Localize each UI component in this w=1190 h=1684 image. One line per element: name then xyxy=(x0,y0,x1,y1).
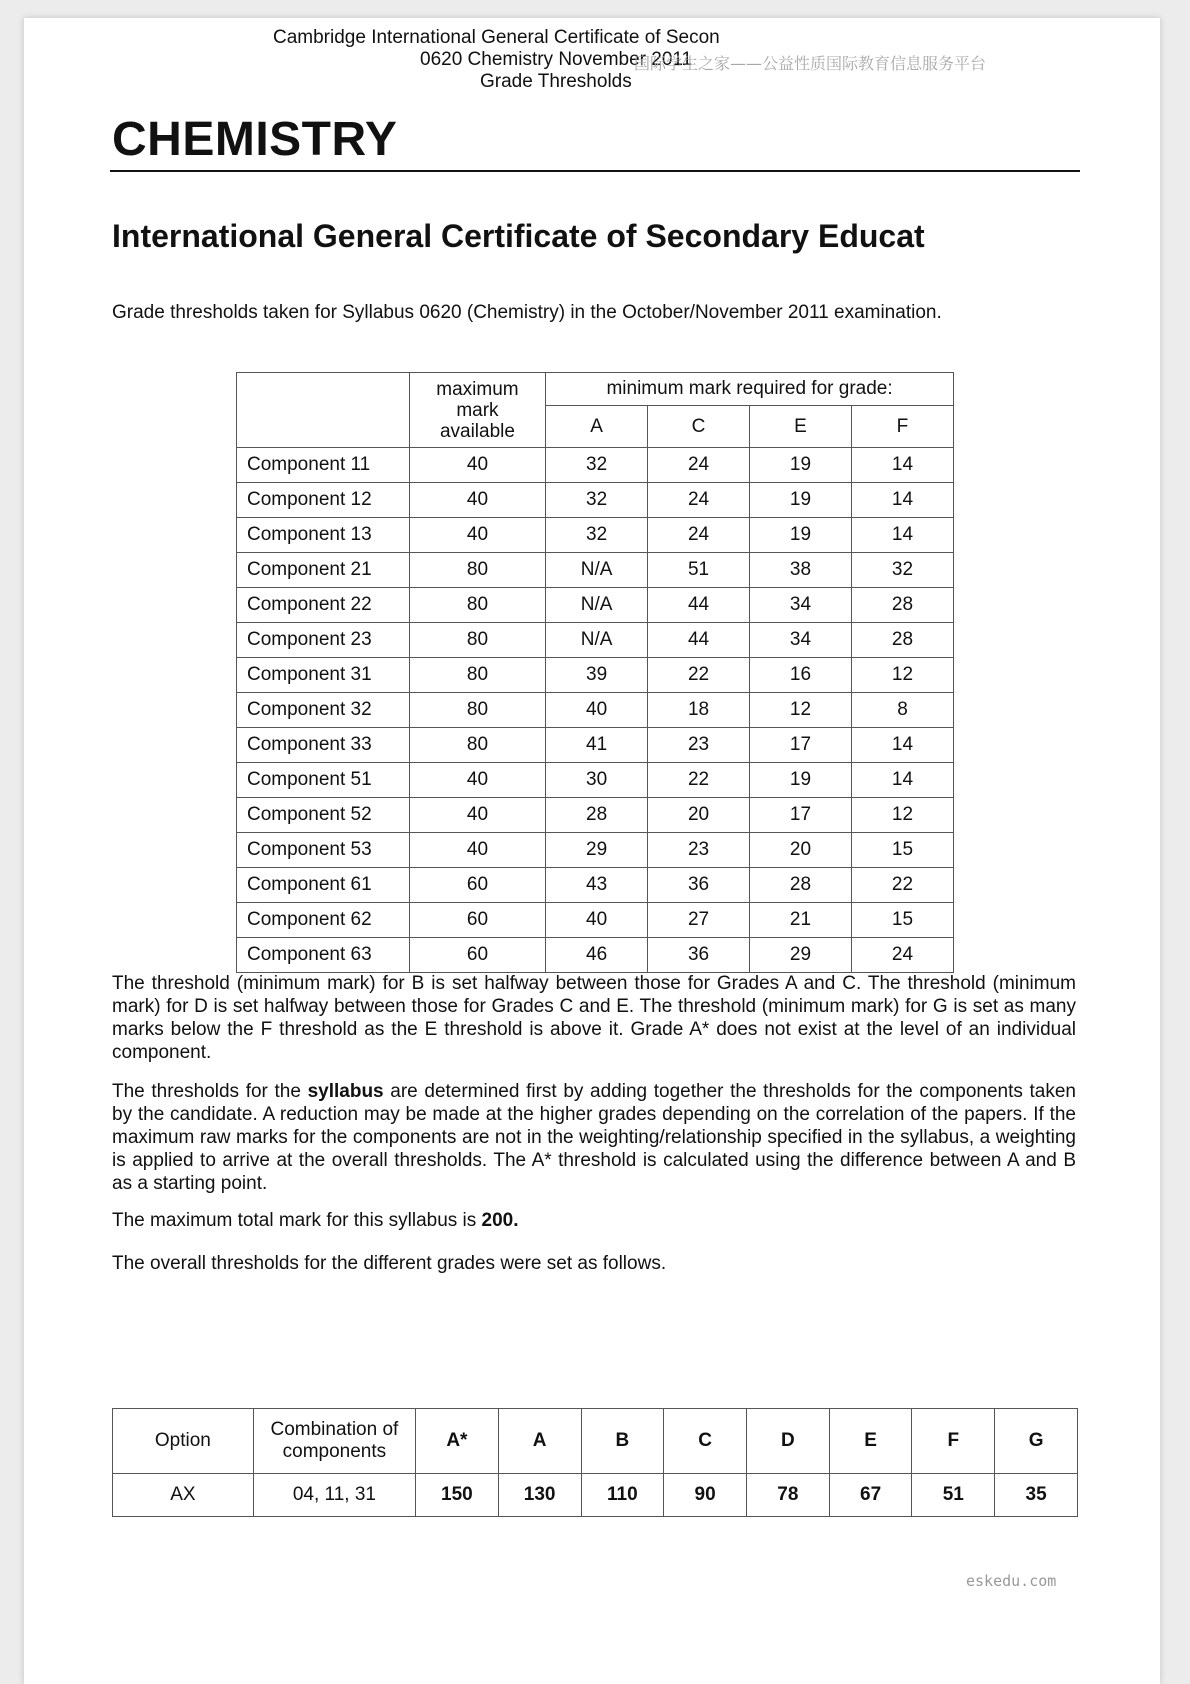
max-mark-cell: 80 xyxy=(409,588,545,623)
header-line-3: Grade Thresholds xyxy=(480,71,632,92)
grade-c-cell: 44 xyxy=(648,588,750,623)
grade-f-cell: 28 xyxy=(851,623,953,658)
grade-c-cell: 23 xyxy=(648,833,750,868)
grade-c-cell: 22 xyxy=(648,658,750,693)
overall-grade-header: C xyxy=(664,1409,747,1474)
grade-e-cell: 38 xyxy=(750,553,852,588)
paragraph-syllabus-thresholds: The thresholds for the syllabus are determined first by adding together the thresholds for the components taken by the candidate. A reduction may be made at the higher grades depending on the correlation of the papers. If the maximum raw marks for the components are not in the weighting/relationship specified in the syllabus, a weighting is applied to arrive at the overall thresholds. The A* threshold is calculated using the difference between A and B as a starting point. xyxy=(112,1081,1076,1194)
combination-header: Combination of components xyxy=(253,1409,415,1474)
overall-grade-header: A xyxy=(498,1409,581,1474)
table-row xyxy=(237,658,954,693)
max-mark-cell: 40 xyxy=(409,483,545,518)
grade-f-cell: 15 xyxy=(851,833,953,868)
grade-f-cell: 14 xyxy=(851,483,953,518)
table-row xyxy=(237,833,954,868)
grade-f-cell: 22 xyxy=(851,868,953,903)
grade-a-cell: N/A xyxy=(546,553,648,588)
grade-c-cell: 20 xyxy=(648,798,750,833)
grade-a-cell: 40 xyxy=(546,693,648,728)
grade-e-cell: 34 xyxy=(750,623,852,658)
paragraph-max-total: The maximum total mark for this syllabus is 200. xyxy=(112,1210,519,1231)
grade-c-cell: 36 xyxy=(648,938,750,973)
table-row xyxy=(237,448,954,483)
grade-c-cell: 24 xyxy=(648,518,750,553)
overall-grade-value: 110 xyxy=(581,1474,664,1517)
grade-f-cell: 28 xyxy=(851,588,953,623)
grade-e-cell: 17 xyxy=(750,798,852,833)
intro-text: Grade thresholds taken for Syllabus 0620 (Chemistry) in the October/November 2011 examination. xyxy=(112,302,942,323)
table-row xyxy=(237,693,954,728)
table-row xyxy=(237,518,954,553)
paragraph-overall-intro: The overall thresholds for the different grades were set as follows. xyxy=(112,1253,667,1274)
component-name-cell: Component 51 xyxy=(237,763,410,798)
grade-e-cell: 19 xyxy=(750,518,852,553)
component-name-cell: Component 62 xyxy=(237,903,410,938)
grade-f-cell: 15 xyxy=(851,903,953,938)
grade-a-cell: 41 xyxy=(546,728,648,763)
component-name-cell: Component 13 xyxy=(237,518,410,553)
grade-f-cell: 12 xyxy=(851,658,953,693)
grade-a-cell: 32 xyxy=(546,518,648,553)
page-title: CHEMISTRY xyxy=(112,113,398,166)
overall-grade-value: 150 xyxy=(416,1474,499,1517)
grade-header-c: C xyxy=(648,406,750,448)
paragraph-thresholds-explanation: The threshold (minimum mark) for B is set halfway between those for Grades A and C. The threshold (minimum mark) for D is set halfway between those for Grades C and E. The threshold (minimum mark) for G is set as many marks below the F threshold as the E threshold is above it. Grade A* does not exist at the level of an individual component. xyxy=(112,973,1076,1063)
component-name-cell: Component 11 xyxy=(237,448,410,483)
component-name-cell: Component 52 xyxy=(237,798,410,833)
overall-grade-value: 90 xyxy=(664,1474,747,1517)
grade-c-cell: 24 xyxy=(648,483,750,518)
grade-c-cell: 36 xyxy=(648,868,750,903)
table-row xyxy=(237,553,954,588)
grade-a-cell: 30 xyxy=(546,763,648,798)
grade-e-cell: 34 xyxy=(750,588,852,623)
component-name-cell: Component 63 xyxy=(237,938,410,973)
grade-f-cell: 24 xyxy=(851,938,953,973)
grade-c-cell: 51 xyxy=(648,553,750,588)
overall-grade-header: E xyxy=(829,1409,912,1474)
component-name-cell: Component 61 xyxy=(237,868,410,903)
component-name-cell: Component 21 xyxy=(237,553,410,588)
grade-e-cell: 28 xyxy=(750,868,852,903)
grade-e-cell: 20 xyxy=(750,833,852,868)
max-mark-cell: 40 xyxy=(409,518,545,553)
corner-cell xyxy=(237,373,410,448)
max-mark-cell: 60 xyxy=(409,903,545,938)
grade-e-cell: 21 xyxy=(750,903,852,938)
grade-e-cell: 19 xyxy=(750,448,852,483)
option-header: Option xyxy=(113,1409,254,1474)
grade-c-cell: 24 xyxy=(648,448,750,483)
table-row xyxy=(237,798,954,833)
grade-a-cell: N/A xyxy=(546,588,648,623)
grade-c-cell: 27 xyxy=(648,903,750,938)
overall-grade-value: 67 xyxy=(829,1474,912,1517)
max-mark-cell: 40 xyxy=(409,833,545,868)
grade-a-cell: 32 xyxy=(546,483,648,518)
grade-f-cell: 14 xyxy=(851,728,953,763)
watermark: 国际学生之家——公益性质国际教育信息服务平台 xyxy=(634,54,987,73)
table-row xyxy=(237,483,954,518)
table-row xyxy=(237,763,954,798)
max-mark-cell: 80 xyxy=(409,658,545,693)
overall-grade-header: D xyxy=(746,1409,829,1474)
grade-a-cell: N/A xyxy=(546,623,648,658)
grade-header-a: A xyxy=(546,406,648,448)
grade-header-f: F xyxy=(851,406,953,448)
max-mark-cell: 60 xyxy=(409,938,545,973)
option-cell: AX xyxy=(113,1474,254,1517)
grade-a-cell: 32 xyxy=(546,448,648,483)
grade-a-cell: 46 xyxy=(546,938,648,973)
component-name-cell: Component 23 xyxy=(237,623,410,658)
component-name-cell: Component 12 xyxy=(237,483,410,518)
grade-e-cell: 17 xyxy=(750,728,852,763)
grade-e-cell: 19 xyxy=(750,763,852,798)
overall-grade-value: 51 xyxy=(912,1474,995,1517)
grade-f-cell: 14 xyxy=(851,518,953,553)
overall-grade-header: F xyxy=(912,1409,995,1474)
component-name-cell: Component 22 xyxy=(237,588,410,623)
component-name-cell: Component 33 xyxy=(237,728,410,763)
grade-e-cell: 12 xyxy=(750,693,852,728)
grade-a-cell: 28 xyxy=(546,798,648,833)
table-row xyxy=(237,623,954,658)
overall-grade-value: 78 xyxy=(746,1474,829,1517)
title-rule xyxy=(110,170,1080,172)
grade-c-cell: 22 xyxy=(648,763,750,798)
component-name-cell: Component 32 xyxy=(237,693,410,728)
component-name-cell: Component 53 xyxy=(237,833,410,868)
header-line-1: Cambridge International General Certificate of Secon xyxy=(273,27,720,48)
overall-grade-header: A* xyxy=(416,1409,499,1474)
grade-f-cell: 8 xyxy=(851,693,953,728)
component-name-cell: Component 31 xyxy=(237,658,410,693)
grade-e-cell: 19 xyxy=(750,483,852,518)
overall-grade-header: B xyxy=(581,1409,664,1474)
overall-grade-value: 130 xyxy=(498,1474,581,1517)
combination-cell: 04, 11, 31 xyxy=(253,1474,415,1517)
max-mark-cell: 80 xyxy=(409,728,545,763)
max-mark-cell: 40 xyxy=(409,448,545,483)
grade-a-cell: 29 xyxy=(546,833,648,868)
table-row xyxy=(237,588,954,623)
overall-grade-value: 35 xyxy=(995,1474,1078,1517)
min-mark-header: minimum mark required for grade: xyxy=(546,373,954,406)
grade-c-cell: 23 xyxy=(648,728,750,763)
grade-e-cell: 16 xyxy=(750,658,852,693)
max-mark-cell: 80 xyxy=(409,693,545,728)
page-subtitle: International General Certificate of Secondary Educat xyxy=(112,218,925,254)
overall-thresholds-table xyxy=(112,1408,1078,1517)
grade-f-cell: 12 xyxy=(851,798,953,833)
table-row xyxy=(237,903,954,938)
grade-c-cell: 18 xyxy=(648,693,750,728)
grade-c-cell: 44 xyxy=(648,623,750,658)
grade-e-cell: 29 xyxy=(750,938,852,973)
grade-f-cell: 14 xyxy=(851,448,953,483)
max-mark-cell: 40 xyxy=(409,763,545,798)
table-row xyxy=(237,868,954,903)
max-mark-cell: 80 xyxy=(409,553,545,588)
grade-header-e: E xyxy=(750,406,852,448)
overall-grade-header: G xyxy=(995,1409,1078,1474)
max-mark-cell: 60 xyxy=(409,868,545,903)
component-thresholds-table xyxy=(236,372,954,973)
footer-site: eskedu.com xyxy=(966,1572,1057,1590)
max-mark-header: maximum mark available xyxy=(409,373,545,448)
component-rows xyxy=(237,448,954,973)
grade-f-cell: 32 xyxy=(851,553,953,588)
grade-a-cell: 39 xyxy=(546,658,648,693)
table-row xyxy=(237,728,954,763)
grade-a-cell: 43 xyxy=(546,868,648,903)
grade-f-cell: 14 xyxy=(851,763,953,798)
max-mark-cell: 40 xyxy=(409,798,545,833)
grade-a-cell: 40 xyxy=(546,903,648,938)
header-line-2: 0620 Chemistry November 2011 xyxy=(420,49,693,70)
table-row xyxy=(237,938,954,973)
max-mark-cell: 80 xyxy=(409,623,545,658)
